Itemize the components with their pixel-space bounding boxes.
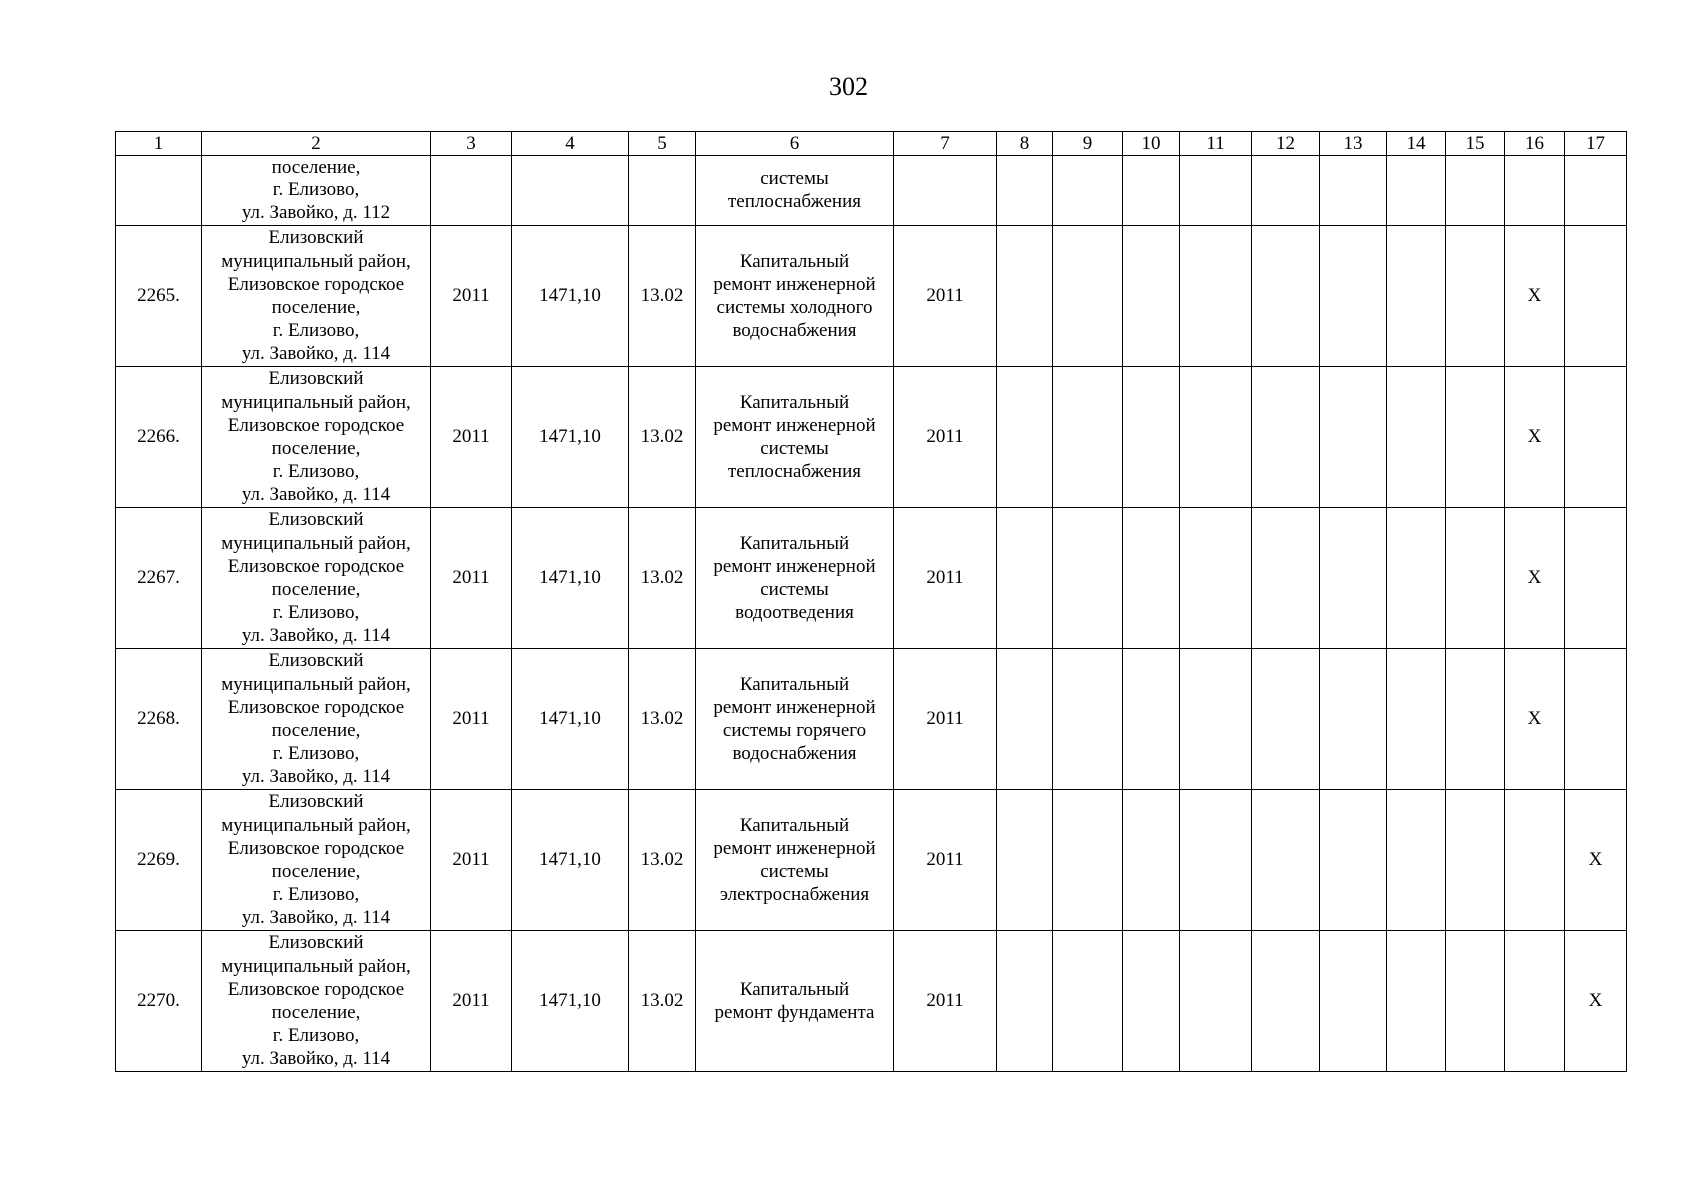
cell-empty (1387, 790, 1446, 931)
cell-empty (1320, 649, 1387, 790)
cell-empty (997, 931, 1053, 1072)
cell-empty (1053, 367, 1123, 508)
cell-empty (1320, 156, 1387, 226)
cell-mark-17 (1565, 226, 1627, 367)
cell-empty (997, 226, 1053, 367)
cell-area: 1471,10 (512, 790, 629, 931)
cell-area: 1471,10 (512, 931, 629, 1072)
cell-plan-year: 2011 (894, 226, 997, 367)
column-header: 13 (1320, 132, 1387, 156)
cell-mark-17 (1565, 508, 1627, 649)
cell-empty (1180, 508, 1252, 649)
cell-code: 13.02 (629, 226, 696, 367)
cell-plan-year: 2011 (894, 649, 997, 790)
cell-empty (1320, 508, 1387, 649)
column-header: 7 (894, 132, 997, 156)
column-header: 15 (1446, 132, 1505, 156)
cell-code: 13.02 (629, 790, 696, 931)
cell-empty (1053, 156, 1123, 226)
table-row (116, 931, 1627, 1072)
cell-empty (1180, 226, 1252, 367)
cell-empty (1320, 931, 1387, 1072)
cell-empty (1252, 508, 1320, 649)
table-row (116, 226, 1627, 367)
cell-empty (997, 367, 1053, 508)
cell-empty (1387, 508, 1446, 649)
cell-year: 2011 (431, 508, 512, 649)
cell-year: 2011 (431, 931, 512, 1072)
column-header: 8 (997, 132, 1053, 156)
column-header: 16 (1505, 132, 1565, 156)
cell-empty (1446, 790, 1505, 931)
cell-empty (1252, 790, 1320, 931)
cell-plan-year: 2011 (894, 508, 997, 649)
cell-empty (997, 508, 1053, 649)
cell-empty (1123, 508, 1180, 649)
cell-empty (1180, 367, 1252, 508)
cell-empty (1252, 367, 1320, 508)
table-row (116, 649, 1627, 790)
cell-empty (1446, 508, 1505, 649)
cell-mark-17 (1565, 367, 1627, 508)
cell-number: 2269. (116, 790, 202, 931)
cell-empty (1252, 226, 1320, 367)
cell-empty (1053, 790, 1123, 931)
cell-address: Елизовский муниципальный район, Елизовское городское поселение, г. Елизово, ул. Завойко, д. 114 (202, 367, 431, 508)
cell-work: Капитальный ремонт инженерной системы горячего водоснабжения (696, 649, 894, 790)
cell-empty (1123, 931, 1180, 1072)
cell-plan-year: 2011 (894, 931, 997, 1072)
cell-work: системы теплоснабжения (696, 156, 894, 226)
cell-empty (1446, 649, 1505, 790)
cell-empty (1180, 931, 1252, 1072)
table-row (116, 367, 1627, 508)
cell-empty (997, 649, 1053, 790)
cell-mark-16: Х (1505, 508, 1565, 649)
cell-empty (1446, 367, 1505, 508)
cell-area: 1471,10 (512, 649, 629, 790)
cell-plan-year: 2011 (894, 790, 997, 931)
cell-empty (1565, 156, 1627, 226)
cell-empty (1123, 156, 1180, 226)
cell-empty (1387, 931, 1446, 1072)
cell-empty (1320, 790, 1387, 931)
cell-mark-16: Х (1505, 649, 1565, 790)
cell-empty (1252, 649, 1320, 790)
cell-empty (512, 156, 629, 226)
cell-empty (1252, 931, 1320, 1072)
cell-code: 13.02 (629, 508, 696, 649)
cell-address: Елизовский муниципальный район, Елизовское городское поселение, г. Елизово, ул. Завойко, д. 114 (202, 226, 431, 367)
cell-code: 13.02 (629, 931, 696, 1072)
column-header: 3 (431, 132, 512, 156)
cell-empty (1123, 367, 1180, 508)
column-header: 14 (1387, 132, 1446, 156)
cell-empty (1180, 156, 1252, 226)
cell-empty (997, 790, 1053, 931)
cell-empty (1053, 508, 1123, 649)
cell-address: поселение, г. Елизово, ул. Завойко, д. 112 (202, 156, 431, 226)
cell-number: 2265. (116, 226, 202, 367)
cell-empty (1123, 790, 1180, 931)
cell-empty (1387, 226, 1446, 367)
column-header: 1 (116, 132, 202, 156)
cell-number (116, 156, 202, 226)
cell-empty (1180, 649, 1252, 790)
column-header: 4 (512, 132, 629, 156)
cell-mark-17: Х (1565, 790, 1627, 931)
cell-empty (997, 156, 1053, 226)
cell-address: Елизовский муниципальный район, Елизовское городское поселение, г. Елизово, ул. Завойко, д. 114 (202, 931, 431, 1072)
column-header: 10 (1123, 132, 1180, 156)
header-row (116, 132, 1627, 156)
cell-empty (1446, 226, 1505, 367)
cell-mark-16 (1505, 931, 1565, 1072)
table-row (116, 790, 1627, 931)
cell-mark-16 (1505, 790, 1565, 931)
cell-mark-17 (1565, 649, 1627, 790)
cell-area: 1471,10 (512, 226, 629, 367)
table-row (116, 508, 1627, 649)
cell-year: 2011 (431, 367, 512, 508)
cell-year: 2011 (431, 790, 512, 931)
cell-empty (629, 156, 696, 226)
cell-work: Капитальный ремонт фундамента (696, 931, 894, 1072)
column-header: 5 (629, 132, 696, 156)
column-header: 12 (1252, 132, 1320, 156)
cell-number: 2266. (116, 367, 202, 508)
cell-number: 2267. (116, 508, 202, 649)
cell-empty (1053, 226, 1123, 367)
cell-empty (1053, 649, 1123, 790)
cell-empty (1387, 156, 1446, 226)
cell-empty (1123, 649, 1180, 790)
cell-code: 13.02 (629, 649, 696, 790)
cell-address: Елизовский муниципальный район, Елизовское городское поселение, г. Елизово, ул. Завойко, д. 114 (202, 790, 431, 931)
cell-work: Капитальный ремонт инженерной системы электроснабжения (696, 790, 894, 931)
column-header: 11 (1180, 132, 1252, 156)
cell-mark-16: Х (1505, 226, 1565, 367)
cell-work: Капитальный ремонт инженерной системы теплоснабжения (696, 367, 894, 508)
continuation-row (116, 156, 1627, 226)
cell-mark-16: Х (1505, 367, 1565, 508)
cell-empty (1505, 156, 1565, 226)
cell-empty (1446, 156, 1505, 226)
registry-table (115, 131, 1627, 1072)
cell-work: Капитальный ремонт инженерной системы холодного водоснабжения (696, 226, 894, 367)
column-header: 6 (696, 132, 894, 156)
cell-empty (1320, 226, 1387, 367)
column-header: 9 (1053, 132, 1123, 156)
column-header: 2 (202, 132, 431, 156)
cell-address: Елизовский муниципальный район, Елизовское городское поселение, г. Елизово, ул. Завойко, д. 114 (202, 649, 431, 790)
cell-work: Капитальный ремонт инженерной системы водоотведения (696, 508, 894, 649)
cell-empty (431, 156, 512, 226)
cell-number: 2268. (116, 649, 202, 790)
cell-empty (1387, 649, 1446, 790)
cell-empty (1123, 226, 1180, 367)
cell-empty (894, 156, 997, 226)
cell-empty (1446, 931, 1505, 1072)
cell-area: 1471,10 (512, 508, 629, 649)
cell-empty (1320, 367, 1387, 508)
cell-empty (1180, 790, 1252, 931)
page-number: 302 (829, 72, 868, 101)
cell-plan-year: 2011 (894, 367, 997, 508)
cell-empty (1053, 931, 1123, 1072)
cell-area: 1471,10 (512, 367, 629, 508)
cell-year: 2011 (431, 226, 512, 367)
cell-code: 13.02 (629, 367, 696, 508)
cell-year: 2011 (431, 649, 512, 790)
cell-empty (1252, 156, 1320, 226)
cell-number: 2270. (116, 931, 202, 1072)
column-header: 17 (1565, 132, 1627, 156)
cell-mark-17: Х (1565, 931, 1627, 1072)
cell-empty (1387, 367, 1446, 508)
cell-address: Елизовский муниципальный район, Елизовское городское поселение, г. Елизово, ул. Завойко, д. 114 (202, 508, 431, 649)
